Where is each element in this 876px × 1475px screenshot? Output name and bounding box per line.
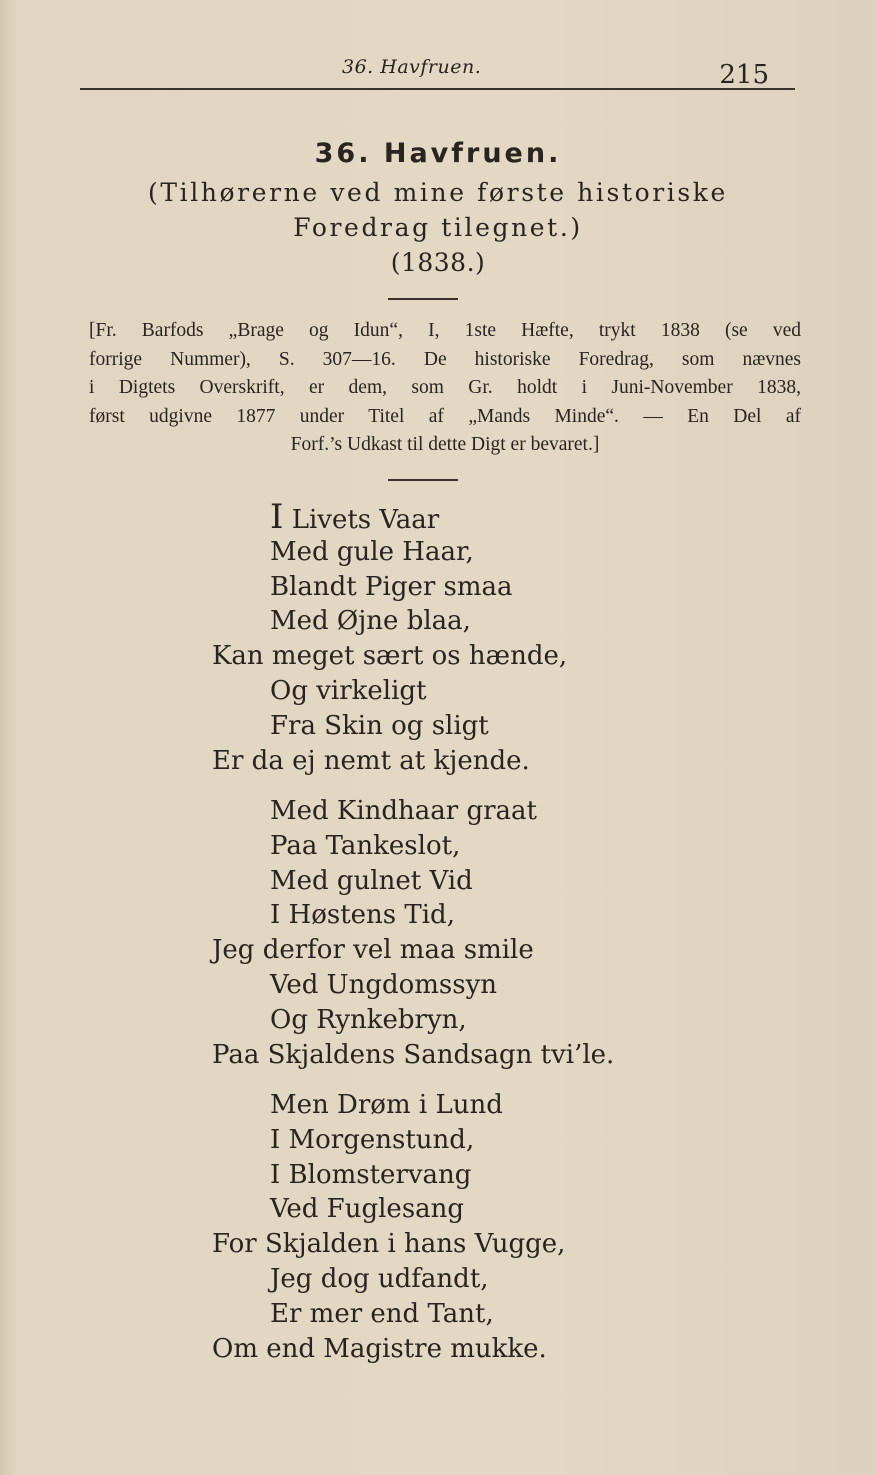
verse-line: Om end Magistre mukke. bbox=[212, 1333, 547, 1364]
poem-title: 36. Havfruen. bbox=[314, 138, 562, 169]
divider-rule-top bbox=[388, 298, 458, 300]
verse-line: Paa Tankeslot, bbox=[270, 830, 461, 861]
verse-line: Er da ej nemt at kjende. bbox=[212, 745, 530, 776]
note-line: først udgivne 1877 under Titel af „Mands Minde“. — En Del af bbox=[89, 405, 801, 427]
verse-line: Og virkeligt bbox=[270, 675, 427, 706]
verse-line: I Blomstervang bbox=[270, 1159, 472, 1190]
verse-line: Og Rynkebryn, bbox=[270, 1004, 467, 1035]
verse-line: Paa Skjaldens Sandsagn tvi’le. bbox=[212, 1039, 615, 1070]
running-title: 36. Havfruen. bbox=[342, 56, 482, 78]
verse-line: Med gule Haar, bbox=[270, 536, 474, 567]
page-number: 215 bbox=[719, 60, 769, 90]
stanza-2 bbox=[212, 794, 614, 1072]
verse-line: Kan meget sært os hænde, bbox=[212, 641, 568, 672]
verse-line: Jeg derfor vel maa smile bbox=[212, 935, 534, 966]
note-line: i Digtets Overskrift, er dem, som Gr. holdt i Juni-November 1838, bbox=[89, 377, 801, 398]
verse-line: Ved Ungdomssyn bbox=[270, 969, 498, 1000]
verse-line: Med Øjne blaa, bbox=[270, 606, 471, 637]
verse-line: Men Drøm i Lund bbox=[270, 1090, 503, 1120]
running-head bbox=[80, 52, 795, 90]
divider-rule-bottom bbox=[388, 479, 458, 481]
verse-line: Med gulnet Vid bbox=[270, 865, 473, 896]
dedication-line-2: Foredrag tilegnet.) bbox=[293, 213, 583, 242]
initial-letter: I bbox=[270, 497, 284, 537]
stanza-1 bbox=[212, 497, 568, 778]
verse-line: Blandt Piger smaa bbox=[270, 571, 513, 602]
verse-line: Ved Fuglesang bbox=[270, 1194, 465, 1225]
verse-line: Med Kindhaar graat bbox=[270, 796, 538, 826]
verse-line: For Skjalden i hans Vugge, bbox=[212, 1229, 566, 1260]
editorial-note bbox=[89, 317, 801, 460]
verse-line: I Livets Vaar bbox=[270, 497, 440, 537]
dedication-line-3: (1838.) bbox=[390, 248, 486, 277]
verse-line: Fra Skin og sligt bbox=[270, 710, 489, 741]
verse-line: I Høstens Tid, bbox=[270, 900, 455, 931]
dedication-line-1: (Tilhørerne ved mine første historiske bbox=[148, 178, 728, 207]
note-line: forrige Nummer), S. 307—16. De historiske Foredrag, som nævnes bbox=[89, 348, 801, 370]
note-line: Forf.’s Udkast til dette Digt er bevaret.] bbox=[290, 434, 600, 455]
verse-line: Er mer end Tant, bbox=[270, 1298, 494, 1329]
verse-line: I Morgenstund, bbox=[270, 1124, 475, 1155]
stanza-3 bbox=[212, 1088, 565, 1366]
note-line: [Fr. Barfods „Brage og Idun“, I, 1ste Hæfte, trykt 1838 (se ved bbox=[89, 320, 801, 341]
verse-line: Jeg dog udfandt, bbox=[270, 1263, 489, 1294]
